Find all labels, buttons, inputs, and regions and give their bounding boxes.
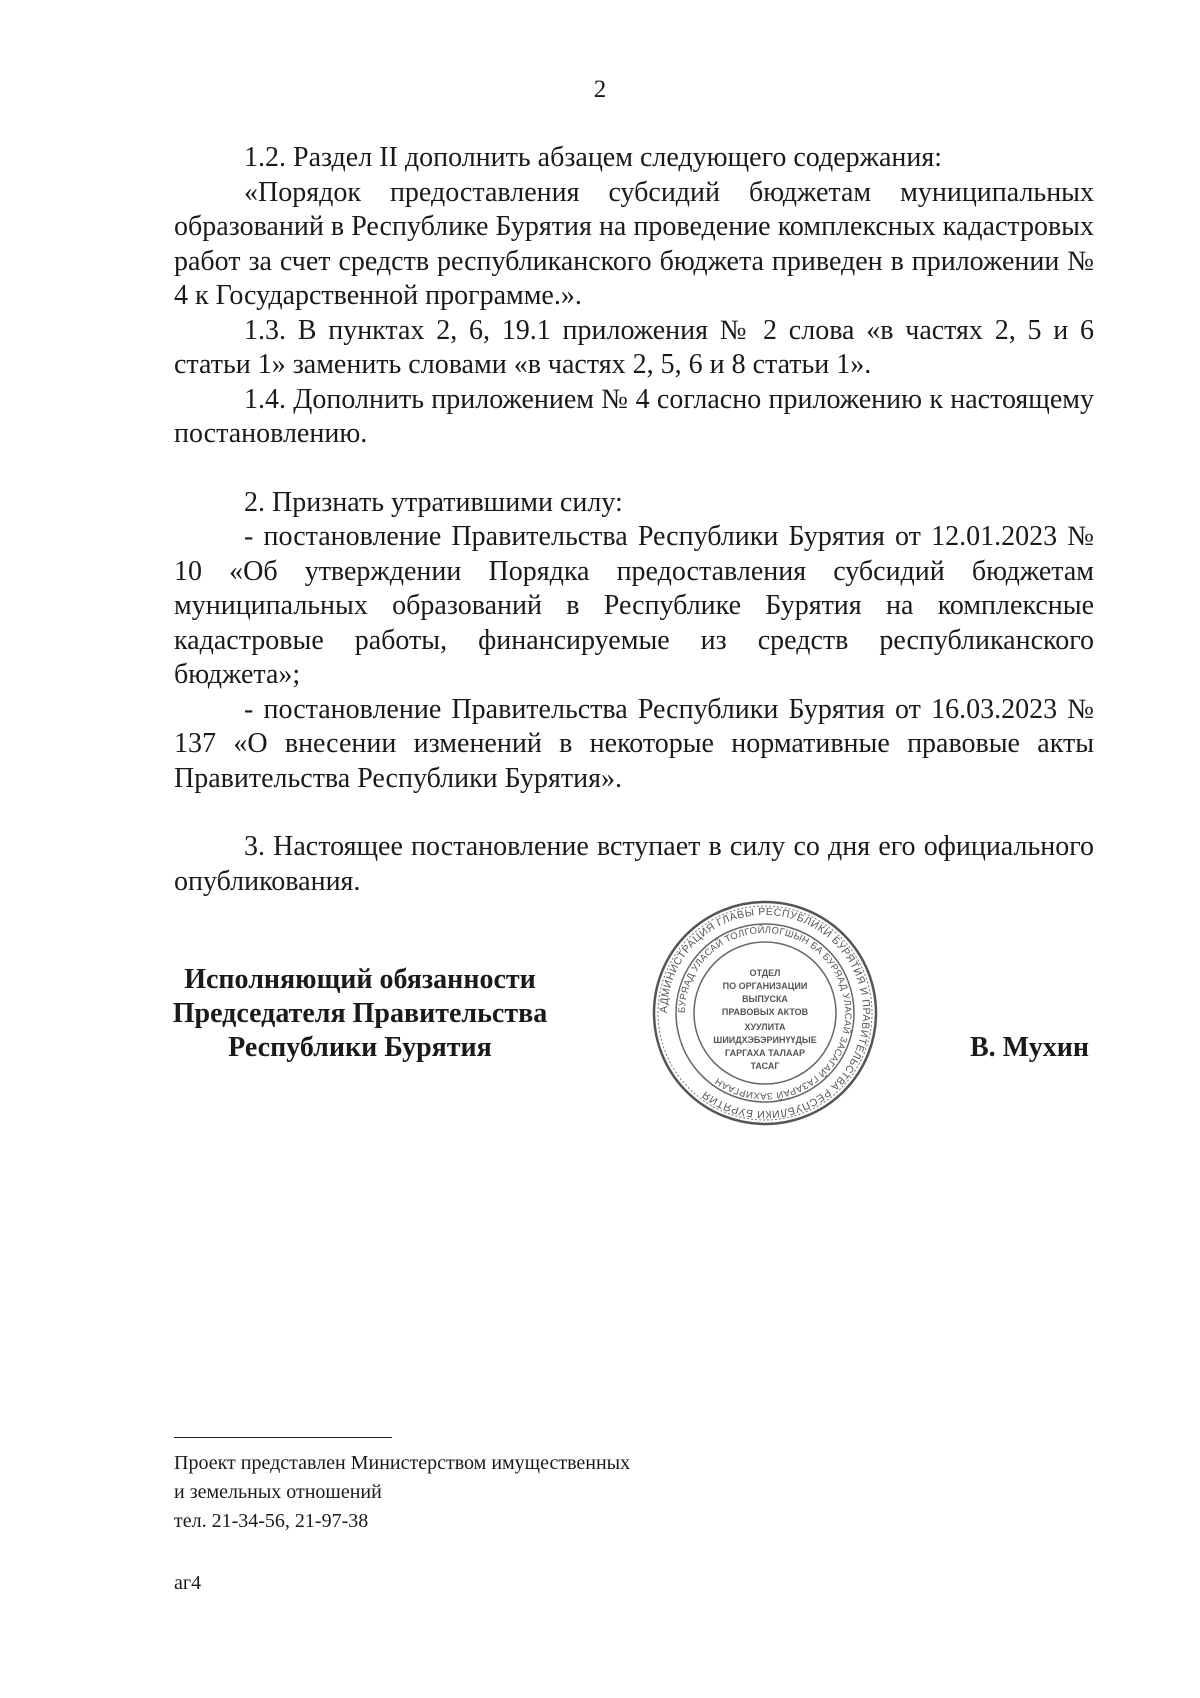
signatory-name: В. Мухин — [970, 1032, 1089, 1063]
paragraph-1-4: 1.4. Дополнить приложением № 4 согласно приложению к настоящему постановлению. — [174, 383, 1094, 449]
stamp-center-line: ШИИДХЭБЭРИНҮҮДЫЕ — [713, 1035, 817, 1045]
signatory-title-line: Исполняющий обязанности — [184, 964, 536, 995]
footnote-line: Проект представлен Министерством имущественных — [174, 1452, 631, 1474]
stamp-center-line: ВЫПУСКА — [742, 994, 788, 1004]
stamp-center-line: ТАСАГ — [750, 1061, 780, 1071]
page-number: 2 — [593, 76, 607, 103]
paragraph-2-item-2: - постановление Правительства Республики Бурятия от 16.03.2023 № 137 «О внесении изменений в некоторые нормативные правовые акты Правительства Республики Бурятия». — [174, 693, 1094, 794]
document-code: аг4 — [174, 1572, 202, 1594]
stamp-center-line: ХУУЛИТА — [744, 1022, 786, 1032]
paragraph-3: 3. Настоящее постановление вступает в силу со дня его официального опубликования. — [174, 831, 1094, 897]
footnote-line: и земельных отношений — [174, 1481, 382, 1503]
stamp-center-line: ГАРГАХА ТАЛААР — [725, 1048, 805, 1058]
document-body — [174, 141, 1094, 899]
stamp-inner-ring-text: БУРЯАД УЛАСАЙ ТОЛГОЙЛОГШЫН БА БУРЯАД УЛАСАЙ ЗАСАГАЙ ГАЗАРАЙ ЗАХИРГААН — [676, 924, 854, 1102]
signatory-title — [150, 963, 570, 1065]
footnote-divider — [174, 1437, 392, 1438]
paragraph-2: 2. Признать утратившими силу: — [244, 486, 623, 518]
official-seal-stamp — [650, 898, 880, 1128]
footnote — [174, 1449, 630, 1536]
stamp-center-line: ОТДЕЛ — [749, 968, 781, 978]
signatory-title-line: Республики Бурятия — [228, 1032, 492, 1063]
paragraph-1-2: 1.2. Раздел II дополнить абзацем следующего содержания: — [244, 142, 943, 173]
paragraph-quote: «Порядок предоставления субсидий бюджетам муниципальных образований в Республике Бурятия на проведение комплексных кадастровых работ за счет средств республиканского бюджета приведен в приложении № 4 к Государственной программе.». — [174, 176, 1094, 311]
paragraph-1-3: 1.3. В пунктах 2, 6, 19.1 приложения № 2 слова «в частях 2, 5 и 6 статьи 1» заменить словами «в частях 2, 5, 6 и 8 статьи 1». — [174, 314, 1094, 380]
stamp-outer-ring-text: АДМИНИСТРАЦИЯ ГЛАВЫ РЕСПУБЛИКИ БУРЯТИЯ И ПРАВИТЕЛЬСТВА РЕСПУБЛИКИ БУРЯТИЯ — [657, 905, 873, 1121]
signatory-title-line: Председателя Правительства — [172, 998, 548, 1029]
stamp-center-line: ПРАВОВЫХ АКТОВ — [721, 1007, 809, 1017]
stamp-center-line: ПО ОРГАНИЗАЦИИ — [722, 981, 808, 991]
paragraph-2-item-1: - постановление Правительства Республики Бурятия от 12.01.2023 № 10 «Об утверждении Порядка предоставления субсидий бюджетам муниципальных образований в Республике Бурятия на комплексные кадастровые работы, финансируемые из средств республиканского бюджета»; — [174, 521, 1094, 690]
footnote-line: тел. 21-34-56, 21-97-38 — [174, 1510, 369, 1532]
